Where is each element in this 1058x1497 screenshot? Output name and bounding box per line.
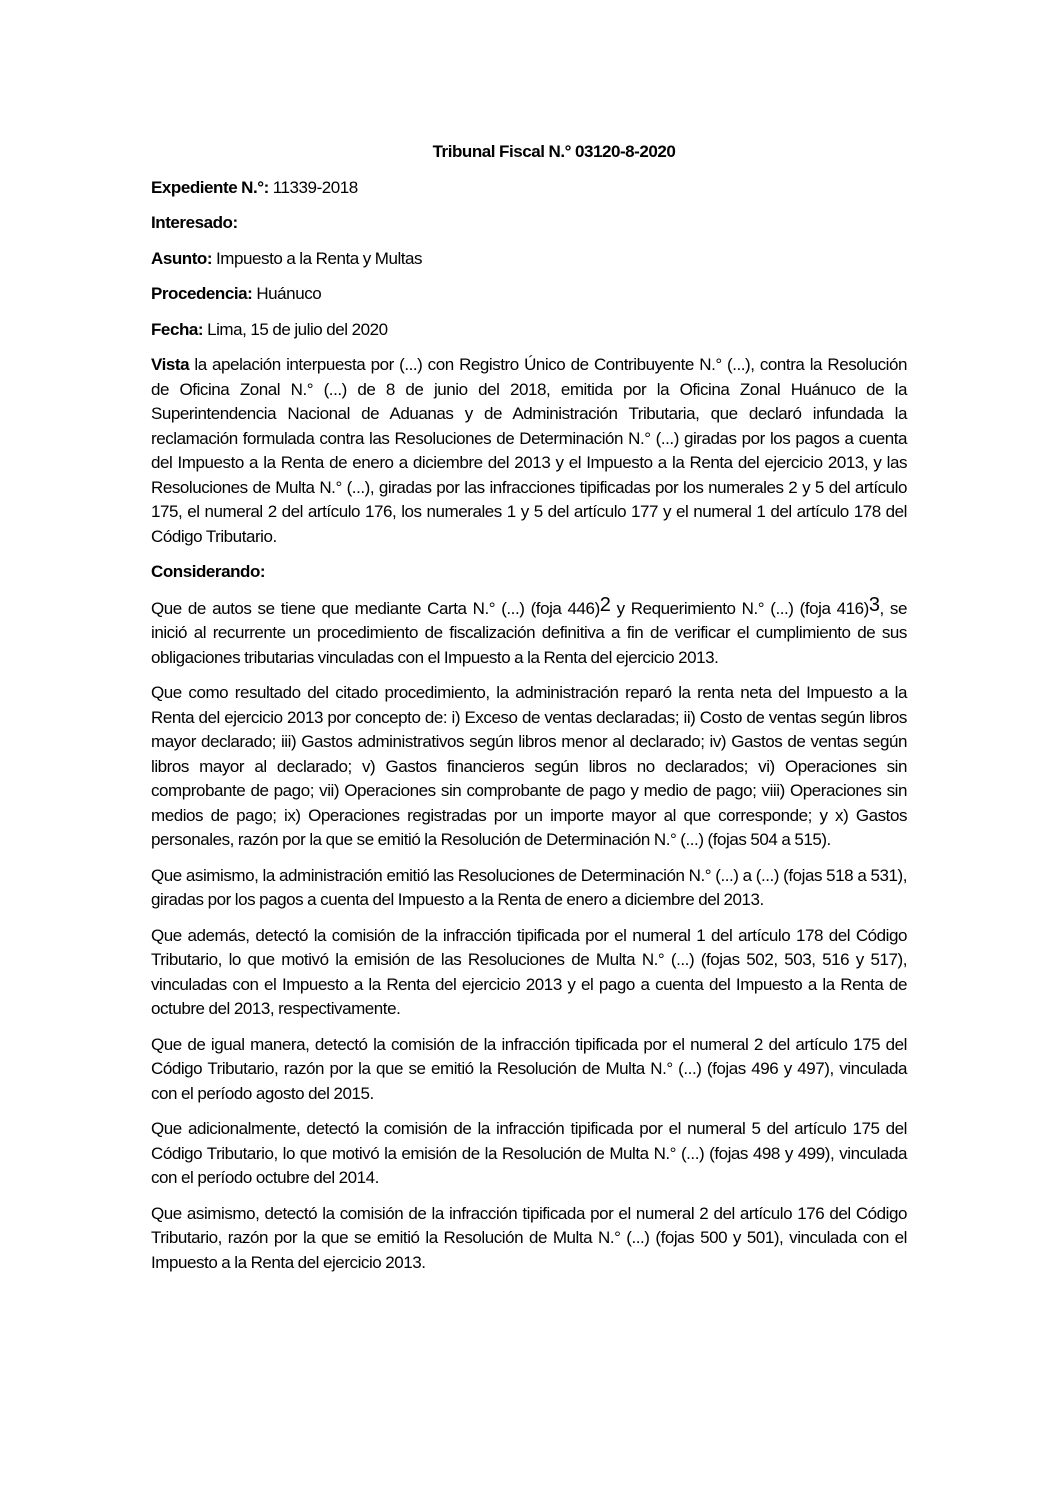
meta-label: Interesado: (151, 213, 238, 232)
paragraph-multa-176: Que asimismo, detectó la comisión de la infracción tipificada por el numeral 2 del artículo 176 del Código Tributario, razón por la que se emitió la Resolución de Multa N.° (...) (fojas 500 y 501), vinculada con el Impuesto a la Renta del ejercicio 2013. (151, 1203, 907, 1272)
vista-text: la apelación interpuesta por (...) con Registro Único de Contribuyente N.° (...), contra la Resolución de Oficina Zonal N.° (...) de 8 de junio del 2018, emitida por la Oficina Zonal Huánuco de la Superintendencia Nacional de Aduanas y de Administración Tributaria, que declaró infundada la reclamación formulada contra las Resoluciones de Determinación N.° (...) giradas por los pagos a cuenta del Impuesto a la Renta de enero a diciembre del 2013 y el Impuesto a la Renta del ejercicio 2013, y las Resoluciones de Multa N.° (...), giradas por las infracciones tipificadas por los numerales 2 y 5 del artículo 175, el numeral 2 del artículo 176, los numerales 1 y 5 del artículo 177 y el numeral 1 del artículo 178 del Código Tributario. (151, 355, 907, 546)
footnote-ref-2[interactable]: 2 (599, 593, 611, 616)
meta-label: Asunto: (151, 248, 213, 268)
paragraph-reparos: Que como resultado del citado procedimiento, la administración reparó la renta neta del Impuesto a la Renta del ejercicio 2013 por concepto de: i) Exceso de ventas declaradas; ii) Costo de ventas según libros mayor declarado; iii) Gastos administrativos según libros menor al declarado; iv) Gastos de ventas según libros mayor al declarado; v) Gastos financieros según libros no declarados; vi) Operaciones sin comprobante de pago; vii) Operaciones sin comprobante de pago y medio de pago; viii) Operaciones sin medios de pago; ix) Operaciones registradas por un importe mayor al que corresponde; y x) Gastos personales, razón por la que se emitió la Resolución de Determinación N.° (...) (fojas 504 a 515). (151, 683, 907, 849)
meta-asunto (151, 247, 907, 272)
meta-label: Expediente N.°: (151, 177, 269, 197)
paragraph-text: , se inició al recurrente un procedimiento de fiscalización definitiva a fin de verificar el cumplimiento de sus obligaciones tributarias vinculadas con el Impuesto a la Renta del ejercicio 2013. (151, 598, 907, 667)
meta-value: 11339-2018 (268, 177, 358, 197)
paragraph-multa-175-2: Que de igual manera, detectó la comisión de la infracción tipificada por el numeral 2 del artículo 175 del Código Tributario, razón por la que se emitió la Resolución de Multa N.° (...) (fojas 496 y 497), vinculada con el período agosto del 2015. (151, 1034, 907, 1103)
meta-value: Lima, 15 de julio del 2020 (203, 319, 388, 339)
vista-paragraph (151, 353, 907, 549)
paragraph-pagos-a-cuenta: Que asimismo, la administración emitió las Resoluciones de Determinación N.° (...) a (...) (fojas 518 a 531), giradas por los pagos a cuenta del Impuesto a la Renta de enero a diciembre del 2013. (151, 865, 907, 909)
meta-label: Fecha: (151, 319, 204, 339)
vista-lead: Vista (151, 355, 190, 374)
paragraph-text: Que de autos se tiene que mediante Carta N.° (...) (foja 446) (151, 598, 600, 618)
paragraph-text: y Requerimiento N.° (...) (foja 416) (610, 598, 869, 618)
meta-interesado (151, 211, 907, 236)
paragraph-multa-178: Que además, detectó la comisión de la infracción tipificada por el numeral 1 del artículo 178 del Código Tributario, lo que motivó la emisión de las Resoluciones de Multa N.° (...) (fojas 502, 503, 516 y 517), vinculadas con el Impuesto a la Renta del ejercicio 2013 y el pago a cuenta del Impuesto a la Renta de octubre del 2013, respectivamente. (151, 925, 907, 1018)
meta-label: Procedencia: (151, 284, 253, 303)
considerando-heading: Considerando: (151, 562, 266, 581)
meta-expediente (151, 176, 907, 201)
meta-fecha (151, 318, 907, 343)
meta-procedencia (151, 282, 907, 307)
document-title: Tribunal Fiscal N.° 03120-8-2020 (432, 142, 676, 161)
paragraph-fiscalizacion (151, 593, 907, 671)
paragraph-multa-175-5: Que adicionalmente, detectó la comisión de la infracción tipificada por el numeral 5 del artículo 175 del Código Tributario, lo que motivó la emisión de la Resolución de Multa N.° (...) (fojas 498 y 499), vinculada con el período octubre del 2014. (151, 1119, 907, 1187)
document-body (151, 140, 907, 1286)
footnote-ref-3[interactable]: 3 (868, 593, 880, 616)
meta-value: Impuesto a la Renta y Multas (212, 248, 423, 268)
meta-value: Huánuco (252, 284, 322, 303)
